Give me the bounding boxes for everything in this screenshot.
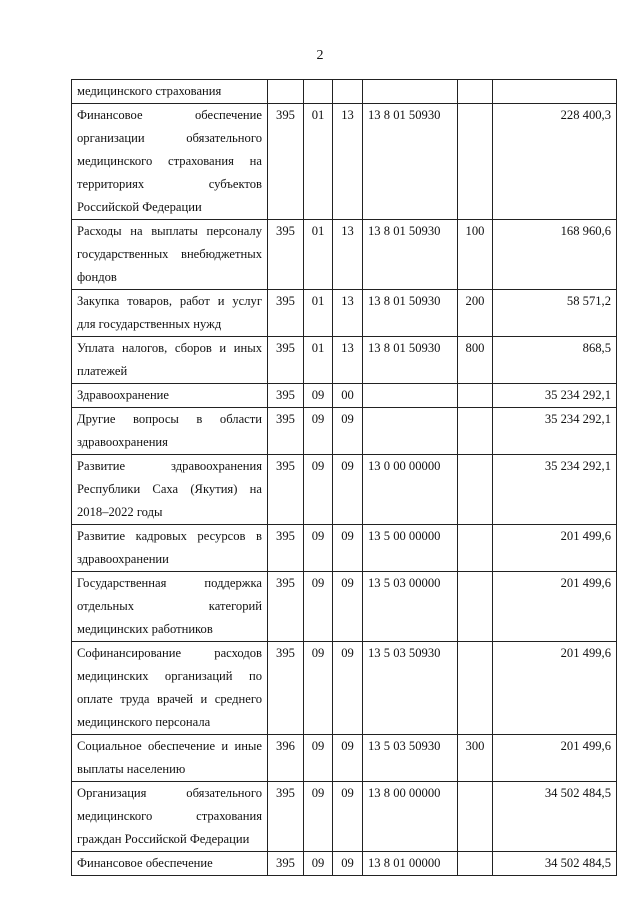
- row-csr: 13 0 00 00000: [363, 455, 458, 525]
- row-vr: 200: [458, 290, 493, 337]
- table-row: [72, 525, 617, 572]
- page-number: 2: [316, 48, 324, 63]
- table-row: [72, 104, 617, 220]
- row-pr: 09: [333, 642, 363, 735]
- row-pr: 09: [333, 852, 363, 876]
- row-name: Организация обязательного медицинского страхования граждан Российской Федерации: [72, 782, 268, 852]
- row-pr: 09: [333, 408, 363, 455]
- row-name: Развитие здравоохранения Республики Саха (Якутия) на 2018–2022 годы: [72, 455, 268, 525]
- row-sum: 34 502 484,5: [493, 852, 617, 876]
- row-vr: [458, 525, 493, 572]
- row-pr: 13: [333, 104, 363, 220]
- table-row: [72, 852, 617, 876]
- table-row: [72, 782, 617, 852]
- row-vr: [458, 642, 493, 735]
- row-sum: 35 234 292,1: [493, 455, 617, 525]
- row-name: медицинского страхования: [72, 80, 268, 104]
- row-sum: 868,5: [493, 337, 617, 384]
- table-row: [72, 735, 617, 782]
- row-sum: 228 400,3: [493, 104, 617, 220]
- row-csr: 13 5 03 50930: [363, 642, 458, 735]
- row-csr: 13 8 01 50930: [363, 337, 458, 384]
- row-name: Развитие кадровых ресурсов в здравоохранении: [72, 525, 268, 572]
- row-vr: 100: [458, 220, 493, 290]
- row-vr: [458, 572, 493, 642]
- row-sum: 35 234 292,1: [493, 384, 617, 408]
- row-csr: [363, 384, 458, 408]
- row-rz: 09: [304, 572, 333, 642]
- row-pr: 09: [333, 455, 363, 525]
- row-csr: 13 5 03 00000: [363, 572, 458, 642]
- row-pr: [333, 80, 363, 104]
- row-sum: 34 502 484,5: [493, 782, 617, 852]
- row-ved: 395: [268, 384, 304, 408]
- row-vr: [458, 852, 493, 876]
- row-csr: [363, 80, 458, 104]
- row-pr: 09: [333, 735, 363, 782]
- budget-table: [71, 79, 617, 876]
- row-pr: 09: [333, 782, 363, 852]
- row-ved: 395: [268, 337, 304, 384]
- row-ved: 395: [268, 852, 304, 876]
- row-rz: 01: [304, 290, 333, 337]
- row-sum: 201 499,6: [493, 525, 617, 572]
- row-name: Финансовое обеспечение организации обязательного медицинского страхования на территориях субъектов Российской Федерации: [72, 104, 268, 220]
- row-sum: 201 499,6: [493, 735, 617, 782]
- row-rz: 09: [304, 782, 333, 852]
- row-sum: [493, 80, 617, 104]
- row-ved: 396: [268, 735, 304, 782]
- row-sum: 58 571,2: [493, 290, 617, 337]
- row-csr: 13 8 01 50930: [363, 104, 458, 220]
- row-sum: 168 960,6: [493, 220, 617, 290]
- row-ved: 395: [268, 525, 304, 572]
- row-csr: [363, 408, 458, 455]
- row-rz: 09: [304, 408, 333, 455]
- row-pr: 13: [333, 337, 363, 384]
- row-csr: 13 5 03 50930: [363, 735, 458, 782]
- row-name: Здравоохранение: [72, 384, 268, 408]
- row-vr: [458, 80, 493, 104]
- row-csr: 13 8 00 00000: [363, 782, 458, 852]
- row-rz: 09: [304, 735, 333, 782]
- row-vr: [458, 455, 493, 525]
- row-vr: 300: [458, 735, 493, 782]
- row-pr: 13: [333, 220, 363, 290]
- table-row: [72, 337, 617, 384]
- row-name: Расходы на выплаты персоналу государственных внебюджетных фондов: [72, 220, 268, 290]
- row-name: Уплата налогов, сборов и иных платежей: [72, 337, 268, 384]
- table-row: [72, 408, 617, 455]
- row-name: Социальное обеспечение и иные выплаты населению: [72, 735, 268, 782]
- row-vr: [458, 782, 493, 852]
- row-vr: 800: [458, 337, 493, 384]
- row-pr: 13: [333, 290, 363, 337]
- row-name: Финансовое обеспечение: [72, 852, 268, 876]
- row-csr: 13 8 01 00000: [363, 852, 458, 876]
- row-csr: 13 5 00 00000: [363, 525, 458, 572]
- row-rz: 01: [304, 104, 333, 220]
- row-pr: 00: [333, 384, 363, 408]
- table-row: [72, 220, 617, 290]
- row-ved: 395: [268, 572, 304, 642]
- row-rz: [304, 80, 333, 104]
- table-row: [72, 290, 617, 337]
- row-sum: 201 499,6: [493, 572, 617, 642]
- table-row: [72, 455, 617, 525]
- row-csr: 13 8 01 50930: [363, 290, 458, 337]
- row-rz: 09: [304, 642, 333, 735]
- row-name: Другие вопросы в области здравоохранения: [72, 408, 268, 455]
- row-rz: 01: [304, 220, 333, 290]
- row-name: Закупка товаров, работ и услуг для государственных нужд: [72, 290, 268, 337]
- row-vr: [458, 408, 493, 455]
- row-ved: 395: [268, 104, 304, 220]
- row-ved: 395: [268, 290, 304, 337]
- row-rz: 09: [304, 852, 333, 876]
- row-rz: 09: [304, 525, 333, 572]
- row-ved: [268, 80, 304, 104]
- table-row: [72, 80, 617, 104]
- row-ved: 395: [268, 220, 304, 290]
- row-csr: 13 8 01 50930: [363, 220, 458, 290]
- row-name: Софинансирование расходов медицинских организаций по оплате труда врачей и среднего медицинского персонала: [72, 642, 268, 735]
- row-vr: [458, 104, 493, 220]
- row-sum: 35 234 292,1: [493, 408, 617, 455]
- table-row: [72, 642, 617, 735]
- row-sum: 201 499,6: [493, 642, 617, 735]
- row-rz: 09: [304, 455, 333, 525]
- row-pr: 09: [333, 525, 363, 572]
- row-ved: 395: [268, 408, 304, 455]
- row-rz: 09: [304, 384, 333, 408]
- row-ved: 395: [268, 782, 304, 852]
- row-ved: 395: [268, 642, 304, 735]
- table-row: [72, 572, 617, 642]
- row-ved: 395: [268, 455, 304, 525]
- row-rz: 01: [304, 337, 333, 384]
- row-pr: 09: [333, 572, 363, 642]
- row-name: Государственная поддержка отдельных категорий медицинских работников: [72, 572, 268, 642]
- table-row: [72, 384, 617, 408]
- row-vr: [458, 384, 493, 408]
